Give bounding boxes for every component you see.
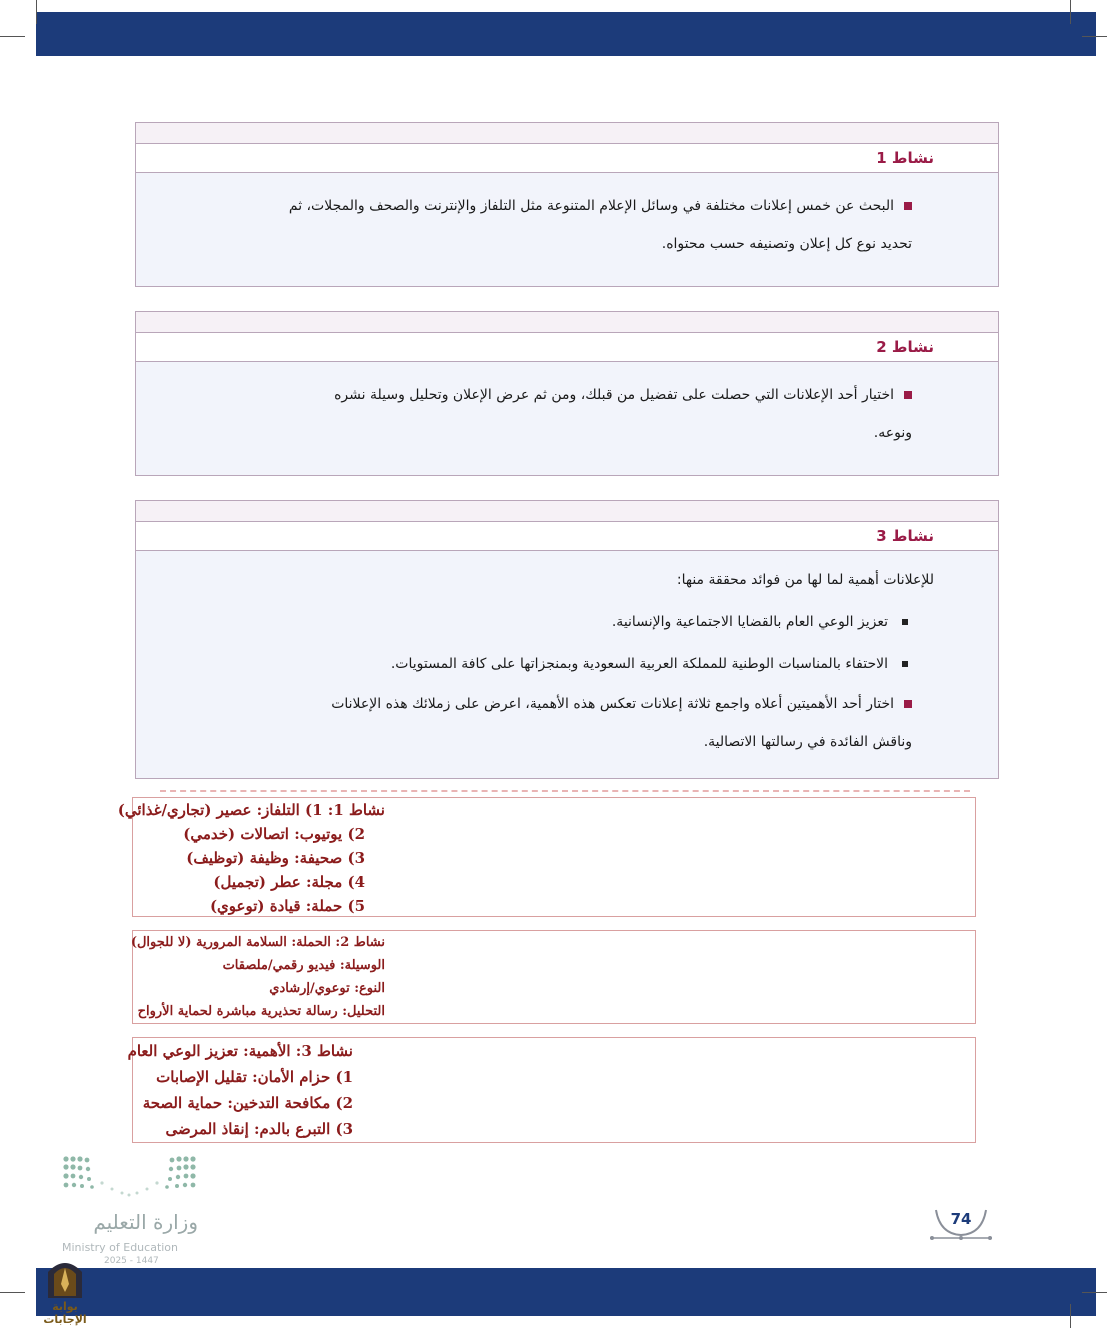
answer-line: 3) صحيفة: وظيفة (توظيف) xyxy=(186,849,365,867)
answer-line: 2) مكافحة التدخين: حماية الصحة xyxy=(142,1094,353,1112)
activity-2-title: نشاط 2 xyxy=(136,333,998,362)
crop-mark xyxy=(1082,36,1107,37)
page-number: 74 xyxy=(950,1210,972,1228)
crop-mark xyxy=(0,1292,25,1293)
activity-3-task-cont: وناقش الفائدة في رسالتها الاتصالية. xyxy=(703,734,912,750)
activity-2-text: اختيار أحد الإعلانات التي حصلت على تفضيل من قبلك، ومن ثم عرض الإعلان وتحليل وسيلة نشره xyxy=(334,387,894,403)
answer-box-1 xyxy=(117,797,976,917)
activity-3-subitem xyxy=(166,643,934,685)
square-bullet-icon xyxy=(902,619,908,625)
activity-1-item-cont: تحديد نوع كل إعلان وتصنيفه حسب محتواه. xyxy=(661,236,912,252)
subitem-text: تعزيز الوعي العام بالقضايا الاجتماعية والإنسانية. xyxy=(611,614,888,630)
ministry-logo-icon xyxy=(62,1155,197,1200)
answer-line: نشاط 2: الحملة: السلامة المرورية (لا للجوال) xyxy=(130,935,385,950)
activity-2-box xyxy=(135,311,999,476)
activity-1-body xyxy=(136,173,998,277)
answer-line: 4) مجلة: عطر (تجميل) xyxy=(213,873,365,891)
crop-mark xyxy=(0,36,25,37)
activity-2-body xyxy=(136,362,998,466)
activity-2-item-cont: ونوعه. xyxy=(873,425,912,441)
activity-3-box xyxy=(135,500,999,779)
activity-1-box xyxy=(135,122,999,287)
activity-3-body xyxy=(136,551,998,775)
activity-3-intro: للإعلانات أهمية لما لها من فوائد محققة منها: xyxy=(676,572,934,588)
activity-band xyxy=(136,123,998,144)
activity-1-text: البحث عن خمس إعلانات مختلفة في وسائل الإعلام المتنوعة مثل التلفاز والإنترنت والصحف والمجلات، ثم xyxy=(288,198,894,214)
bullet-icon xyxy=(904,202,912,210)
ministry-name-en: Ministry of Education xyxy=(62,1241,179,1254)
answer-line: نشاط 3: الأهمية: تعزيز الوعي العام xyxy=(127,1042,353,1060)
portal-emblem-icon xyxy=(44,1254,86,1300)
activity-band xyxy=(136,312,998,333)
bottom-banner xyxy=(36,1268,1096,1316)
crop-mark xyxy=(1082,1292,1107,1293)
answer-line: الوسيلة: فيديو رقمي/ملصقات xyxy=(222,958,385,973)
edition-year: 2025 - 1447 xyxy=(104,1256,159,1266)
crop-mark xyxy=(1070,1304,1071,1328)
answer-line: 1) حزام الأمان: تقليل الإصابات xyxy=(156,1068,353,1086)
activity-1-title: نشاط 1 xyxy=(136,144,998,173)
crop-mark xyxy=(36,0,37,24)
answer-line: التحليل: رسالة تحذيرية مباشرة لحماية الأرواح xyxy=(137,1004,385,1019)
activity-3-task xyxy=(166,685,934,723)
answer-box-3 xyxy=(127,1037,976,1143)
answer-line: 5) حملة: قيادة (توعوي) xyxy=(209,897,365,915)
portal-label: بوابة الإجابات xyxy=(43,1300,87,1326)
activity-band xyxy=(136,501,998,522)
top-banner xyxy=(36,12,1096,56)
answer-line: نشاط 1: 1) التلفاز: عصير (تجاري/غذائي) xyxy=(117,801,385,819)
answer-line: 2) يوتيوب: اتصالات (خدمي) xyxy=(183,825,365,843)
subitem-text: الاحتفاء بالمناسبات الوطنية للمملكة العربية السعودية وبمنجزاتها على كافة المستويات. xyxy=(390,656,888,672)
bullet-icon xyxy=(904,700,912,708)
bullet-icon xyxy=(904,391,912,399)
divider xyxy=(160,790,970,792)
crop-mark xyxy=(1070,0,1071,24)
activity-3-title: نشاط 3 xyxy=(136,522,998,551)
activity-2-item xyxy=(166,376,912,414)
activity-3-subitem xyxy=(166,601,934,643)
answer-box-2 xyxy=(132,930,976,1024)
task-text: اختار أحد الأهميتين أعلاه واجمع ثلاثة إعلانات تعكس هذه الأهمية، اعرض على زملائك هذه الإعلانات xyxy=(331,696,894,712)
answer-line: 3) التبرع بالدم: إنقاذ المرضى xyxy=(165,1120,353,1138)
ministry-name-ar: وزارة التعليم xyxy=(93,1210,198,1234)
square-bullet-icon xyxy=(902,661,908,667)
answer-line: النوع: توعوي/إرشادي xyxy=(269,981,385,996)
activity-1-item xyxy=(166,187,912,225)
